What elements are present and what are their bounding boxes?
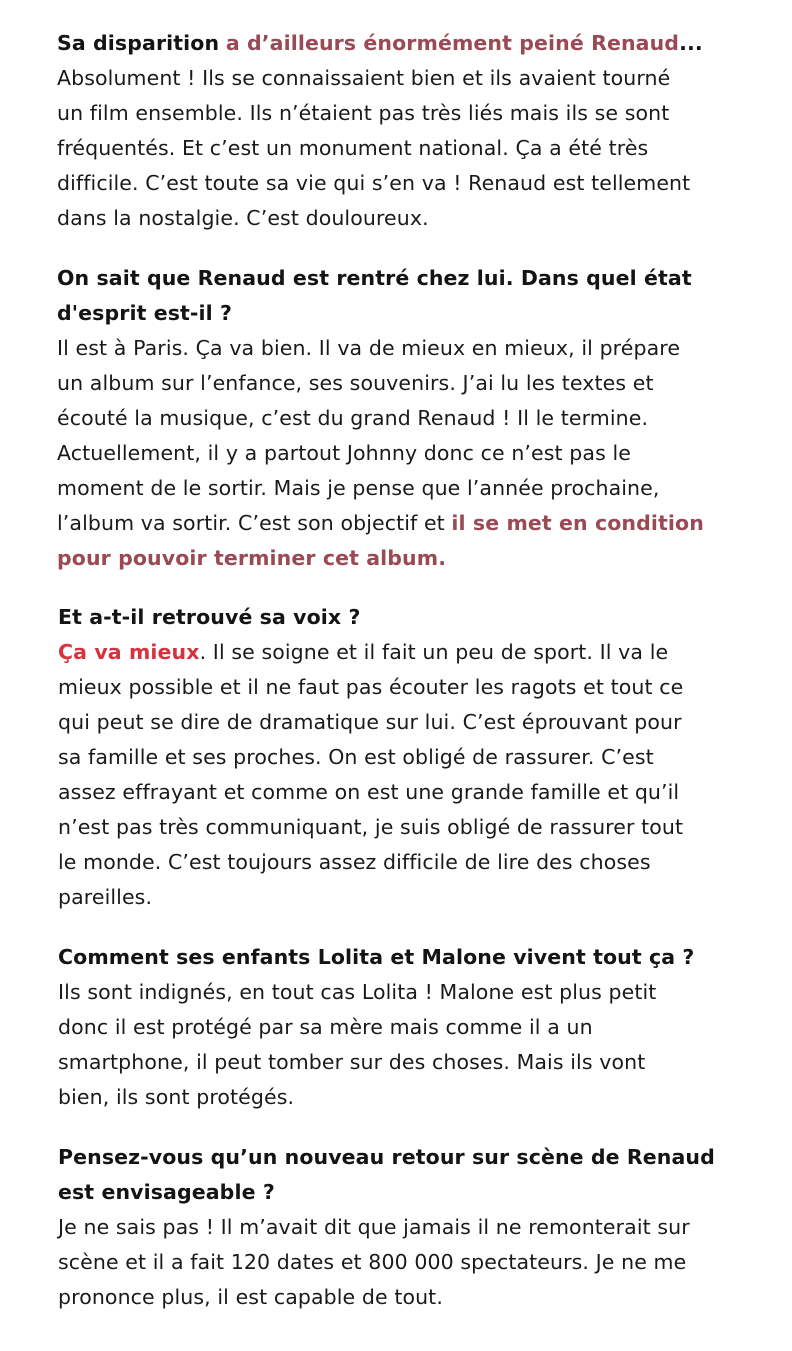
answer-line: Je ne sais pas ! Il m’avait dit que jamais il ne remonterait sur xyxy=(58,1215,690,1239)
answer-line: scène et il a fait 120 dates et 800 000 spectateurs. Je ne me xyxy=(58,1250,687,1274)
answer-line: smartphone, il peut tomber sur des choses. Mais ils vont xyxy=(58,1050,646,1074)
question-line: On sait que Renaud est rentré chez lui. Dans quel état xyxy=(57,266,692,290)
question-line xyxy=(57,26,747,61)
question-line: Comment ses enfants Lolita et Malone vivent tout ça ? xyxy=(58,945,695,969)
qa-section-4 xyxy=(58,940,748,1115)
qa-section-5 xyxy=(58,1140,748,1315)
answer-line xyxy=(57,541,747,576)
answer-line: le monde. C’est toujours assez difficile de lire des choses xyxy=(58,850,651,874)
answer-line: un album sur l’enfance, ses souvenirs. J’ai lu les textes et xyxy=(57,371,654,395)
question-line: d'esprit est-il ? xyxy=(57,301,232,325)
question-ellipsis: ... xyxy=(679,31,703,55)
answer-line: Il est à Paris. Ça va bien. Il va de mieux en mieux, il prépare xyxy=(57,336,681,360)
answer-line: Absolument ! Ils se connaissaient bien et ils avaient tourné xyxy=(57,66,671,90)
qa-section-1 xyxy=(57,26,747,236)
answer-line: fréquentés. Et c’est un monument national. Ça a été très xyxy=(57,136,649,160)
answer-text: . Il se soigne et il fait un peu de sport. Il va le xyxy=(199,640,669,664)
answer-line: moment de le sortir. Mais je pense que l’année prochaine, xyxy=(57,476,660,500)
qa-section-2 xyxy=(57,261,747,576)
answer-line: Ils sont indignés, en tout cas Lolita ! Malone est plus petit xyxy=(58,980,657,1004)
question-line: Et a-t-il retrouvé sa voix ? xyxy=(58,605,361,629)
article-link[interactable]: a d’ailleurs énormément peiné Renaud xyxy=(225,31,680,55)
answer-line: Actuellement, il y a partout Johnny donc ce n’est pas le xyxy=(57,441,631,465)
answer-line: un film ensemble. Ils n’étaient pas très liés mais ils se sont xyxy=(57,101,670,125)
answer-line: mieux possible et il ne faut pas écouter les ragots et tout ce xyxy=(58,675,684,699)
answer-line: assez effrayant et comme on est une grande famille et qu’il xyxy=(58,780,680,804)
answer-line xyxy=(57,506,747,541)
question-text: Sa disparition xyxy=(57,31,220,55)
answer-line: pareilles. xyxy=(58,885,153,909)
question-line: Pensez-vous qu’un nouveau retour sur scène de Renaud xyxy=(58,1145,715,1169)
answer-line xyxy=(58,635,748,670)
answer-line: n’est pas très communiquant, je suis obligé de rassurer tout xyxy=(58,815,684,839)
answer-line: bien, ils sont protégés. xyxy=(58,1085,295,1109)
answer-line: qui peut se dire de dramatique sur lui. C’est éprouvant pour xyxy=(58,710,682,734)
question-line: est envisageable ? xyxy=(58,1180,275,1204)
answer-line: écouté la musique, c’est du grand Renaud ! Il le termine. xyxy=(57,406,649,430)
article-link[interactable]: il se met en condition xyxy=(451,511,704,535)
qa-section-3 xyxy=(58,600,748,915)
answer-line: prononce plus, il est capable de tout. xyxy=(58,1285,443,1309)
article-link-continued[interactable]: pour pouvoir terminer cet album. xyxy=(57,546,447,570)
answer-line: donc il est protégé par sa mère mais comme il a un xyxy=(58,1015,593,1039)
answer-text: l’album va sortir. C’est son objectif et xyxy=(57,511,452,535)
answer-line: dans la nostalgie. C’est douloureux. xyxy=(57,206,429,230)
answer-line: sa famille et ses proches. On est obligé de rassurer. C’est xyxy=(58,745,654,769)
highlight-link[interactable]: Ça va mieux xyxy=(58,640,200,664)
answer-line: difficile. C’est toute sa vie qui s’en va ! Renaud est tellement xyxy=(57,171,691,195)
